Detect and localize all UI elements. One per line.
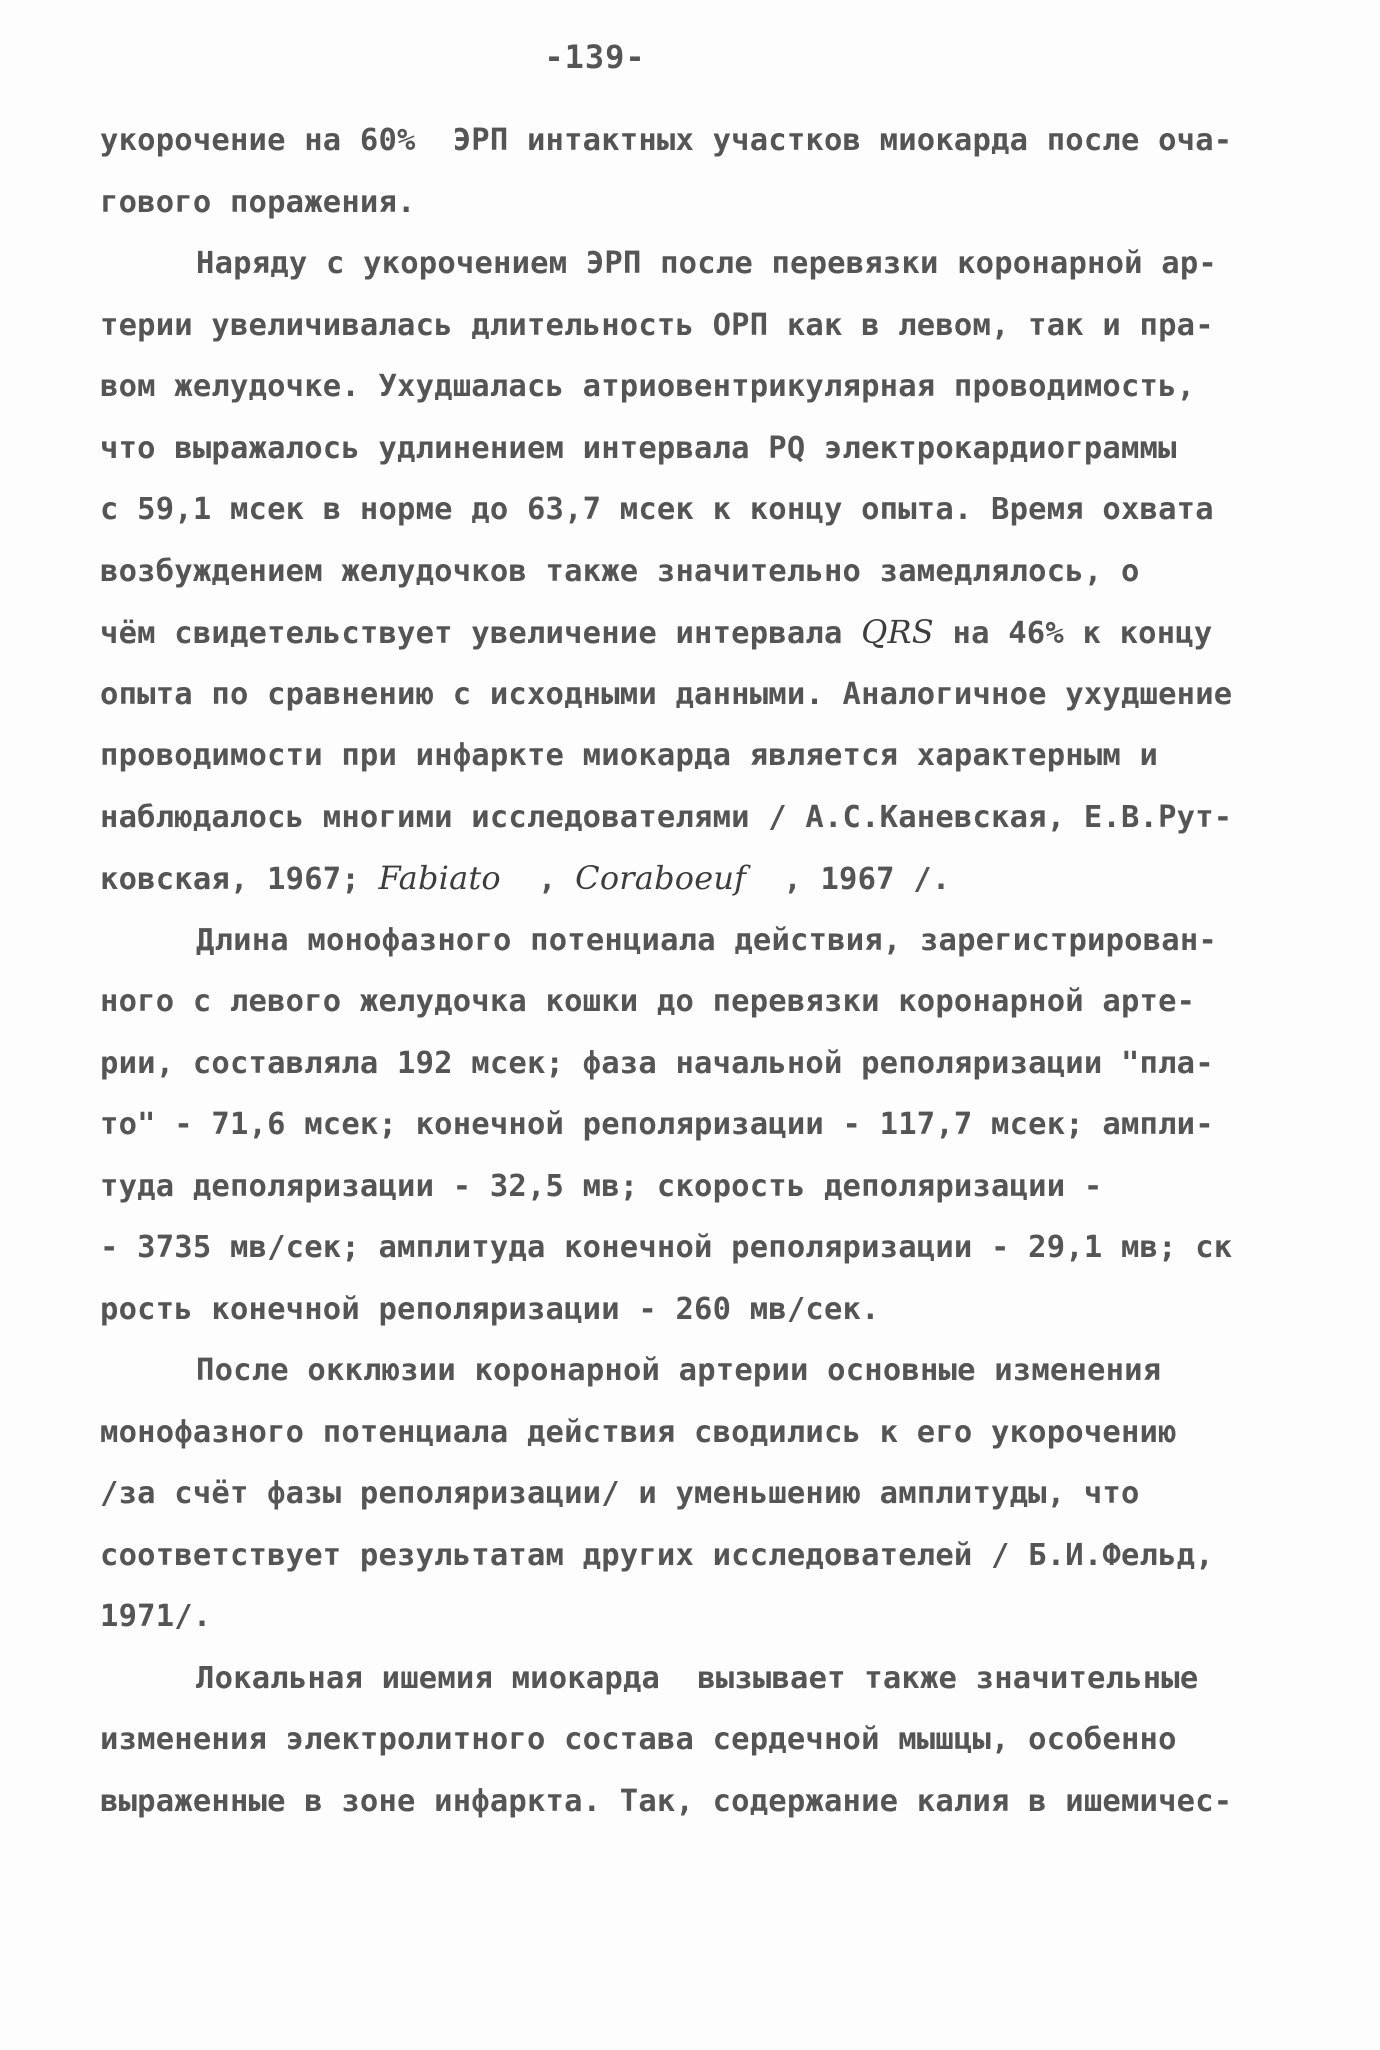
- text-line: опыта по сравнению с исходными данными. Аналогичное ухудшение: [100, 676, 1233, 712]
- handwritten-author-fabiato: Fabiato: [378, 859, 501, 897]
- text-line: проводимости при инфаркте миокарда является характерным и: [100, 738, 1159, 773]
- text-line: возбуждением желудочков также значительно замедлялось, о: [100, 553, 1140, 589]
- text-line: Локальная ишемия миокарда вызывает также значительные: [196, 1660, 1199, 1696]
- text-line-qrs: [100, 602, 1300, 664]
- text-line: ного с левого желудочка кошки до перевязки коронарной арте-: [100, 984, 1196, 1019]
- text-line: что выражалось удлинением интервала PQ электрокардиограммы: [100, 430, 1177, 466]
- text-line: рость конечной реполяризации - 260 мв/сек.: [100, 1291, 880, 1327]
- text-fragment: ,: [500, 862, 576, 897]
- text-line: монофазного потенциала действия сводились к его укорочению: [100, 1414, 1177, 1450]
- text-line: изменения электролитного состава сердечной мышцы, особенно: [100, 1722, 1177, 1757]
- text-line: то" - 71,6 мсек; конечной реполяризации - 117,7 мсек; ампли-: [100, 1107, 1214, 1142]
- text-line: терии увеличивалась длительность ОРП как в левом, так и пра-: [100, 307, 1214, 343]
- page-number: -139-: [544, 38, 646, 76]
- text-line-citation: [100, 848, 1300, 910]
- handwritten-author-coraboeuf: Coraboeuf: [575, 859, 747, 897]
- text-line: Длина монофазного потенциала действия, зарегистрирован-: [196, 922, 1217, 958]
- text-line: После окклюзии коронарной артерии основные изменения: [196, 1353, 1162, 1388]
- text-line: с 59,1 мсек в норме до 63,7 мсек к концу опыта. Время охвата: [100, 492, 1214, 527]
- text-line: гового поражения.: [100, 184, 416, 220]
- text-line: укорочение на 60% ЭРП интактных участков миокарда после оча-: [100, 123, 1233, 158]
- text-line: наблюдалось многими исследователями / А.С.Каневская, Е.В.Рут-: [100, 799, 1233, 835]
- text-line: выраженные в зоне инфаркта. Так, содержание калия в ишемичес-: [100, 1783, 1233, 1819]
- text-fragment: , 1967 /.: [746, 862, 951, 897]
- text-line: - 3735 мв/сек; амплитуда конечной реполяризации - 29,1 мв; ск: [100, 1230, 1233, 1265]
- text-line: /за счёт фазы реполяризации/ и уменьшению амплитуды, что: [100, 1476, 1140, 1511]
- text-line: вом желудочке. Ухудшалась атриовентрикулярная проводимость,: [100, 369, 1196, 404]
- text-fragment: чём свидетельствует увеличение интервала: [100, 616, 862, 651]
- text-line: 1971/.: [100, 1599, 212, 1634]
- handwritten-qrs: QRS: [861, 613, 934, 651]
- text-line: Наряду с укорочением ЭРП после перевязки коронарной ар-: [196, 246, 1217, 281]
- text-line: туда деполяризации - 32,5 мв; скорость деполяризации -: [100, 1168, 1103, 1204]
- text-line: рии, составляла 192 мсек; фаза начальной реполяризации "пла-: [100, 1045, 1214, 1081]
- text-fragment: ковская, 1967;: [100, 862, 379, 897]
- text-line: соответствует результатам других исследователей / Б.И.Фельд,: [100, 1537, 1214, 1573]
- body-text: [100, 110, 1300, 1832]
- text-fragment: на 46% к концу: [933, 616, 1213, 651]
